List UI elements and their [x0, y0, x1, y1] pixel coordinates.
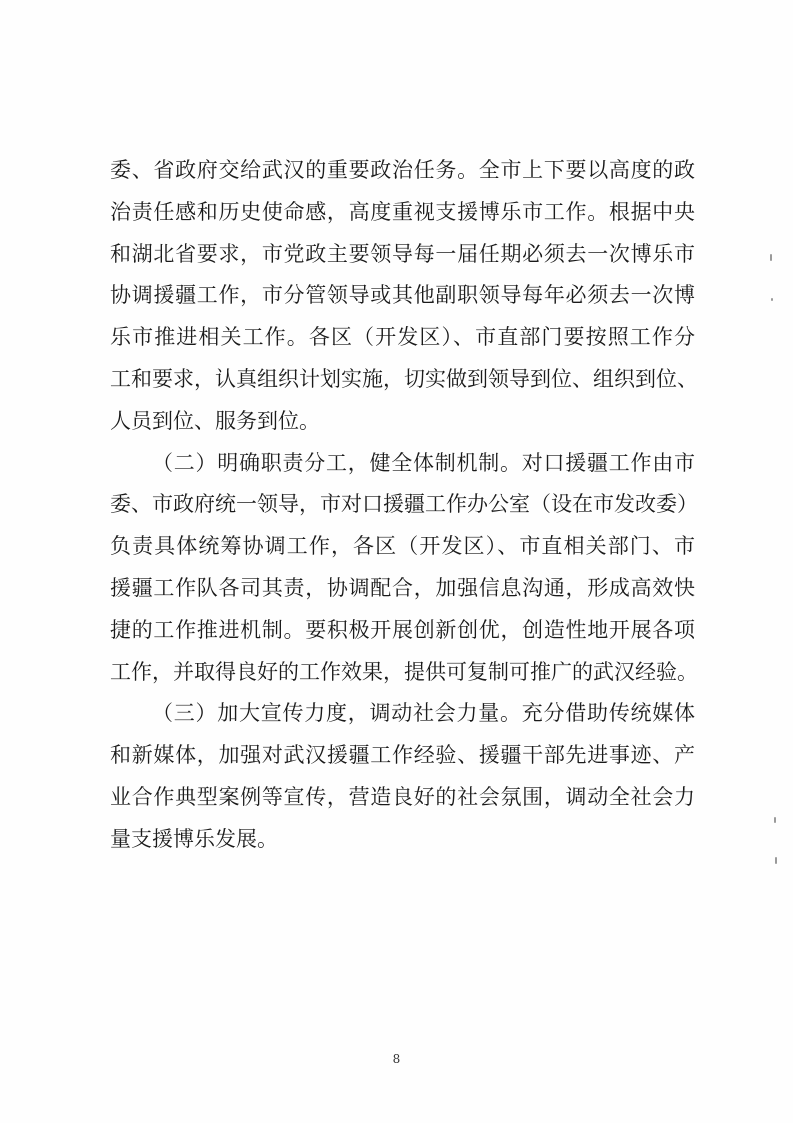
text-line: 委、省政府交给武汉的重要政治任务。全市上下要以高度的政 [110, 158, 695, 182]
paragraph-heading-2: （二）明确职责分工，健全体制机制。对口援疆工作由市 [152, 450, 695, 475]
text-line: 治责任感和历史使命感，高度重视支援博乐市工作。根据中央 [110, 199, 695, 224]
text-line: 工作，并取得良好的工作效果，提供可复制可推广的武汉经验。 [110, 659, 698, 684]
scan-mark [775, 857, 777, 864]
scan-mark [770, 254, 772, 261]
text-line: 和湖北省要求，市党政主要领导每一届任期必须去一次博乐市 [110, 241, 695, 266]
text-line: 乐市推进相关工作。各区（开发区）、市直部门要按照工作分 [110, 325, 695, 350]
text-line: 业合作典型案例等宣传，营造良好的社会氛围，调动全社会力 [110, 784, 695, 809]
text-line: 工和要求，认真组织计划实施，切实做到领导到位、组织到位、 [110, 366, 698, 391]
text-line: 协调援疆工作，市分管领导或其他副职领导每年必须去一次博 [110, 283, 695, 308]
scan-mark [774, 817, 776, 823]
text-line: 量支援博乐发展。 [110, 826, 278, 851]
paragraph-heading-3: （三）加大宣传力度，调动社会力量。充分借助传统媒体 [152, 701, 695, 726]
text-line: 委、市政府统一领导，市对口援疆工作办公室（设在市发改委） [110, 492, 698, 517]
text-line: 捷的工作推进机制。要积极开展创新创优，创造性地开展各项 [110, 617, 695, 642]
text-line: 负责具体统筹协调工作，各区（开发区）、市直相关部门、市 [110, 534, 695, 559]
page-number: 8 [392, 1052, 401, 1066]
text-line: 和新媒体，加强对武汉援疆工作经验、援疆干部先进事迹、产 [110, 743, 695, 768]
text-line: 援疆工作队各司其责，协调配合，加强信息沟通，形成高效快 [110, 575, 695, 600]
scan-mark [771, 298, 773, 301]
text-line: 人员到位、服务到位。 [110, 408, 320, 433]
document-body [110, 150, 698, 861]
